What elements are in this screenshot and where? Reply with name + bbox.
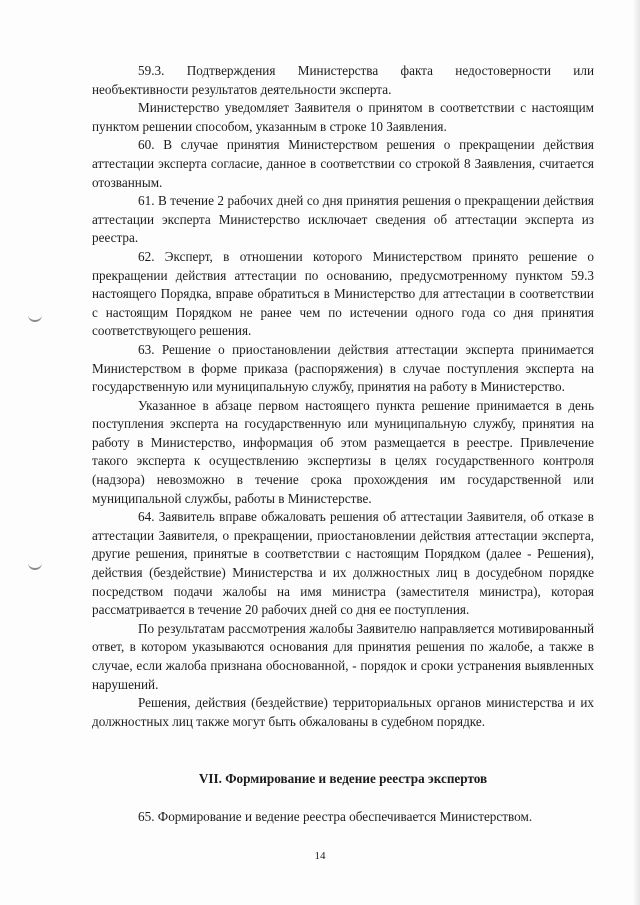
paragraph-65: 65. Формирование и ведение реестра обеспечивается Министерством. (138, 809, 533, 824)
section-heading: VII. Формирование и ведение реестра экспертов (198, 771, 488, 786)
punch-hole-mark (28, 312, 42, 322)
paragraph-59-3: 59.3. Подтверждения Министерства факта недостоверности или необъективности результатов деятельности эксперта. (92, 63, 594, 97)
paragraph-61: 61. В течение 2 рабочих дней со дня принятия решения о прекращении действия аттестации эксперта Министерство исключает сведения об аттестации эксперта из реестра. (92, 193, 594, 246)
punch-hole-mark (28, 560, 42, 570)
paragraph-63-details: Указанное в абзаце первом настоящего пункта решение принимается в день поступления эксперта на государственную или муниципальную службу, принятия на работу в Министерство, информация об этом размещается в реестре. Привлечение такого эксперта к осуществлению экспертизы в целях государственного контроля (надзора) невозможно в течение срока прохождения им государственной или муниципальной службы, работы в Министерстве. (92, 397, 594, 506)
paragraph-60: 60. В случае принятия Министерством решения о прекращении действия аттестации эксперта согласие, данное в соответствии со строкой 8 Заявления, считается отозванным. (92, 137, 594, 190)
body-text (92, 62, 594, 731)
page-edge-shadow (632, 0, 640, 905)
paragraph-court-appeal: Решения, действия (бездействие) территориальных органов министерства и их должностных лиц также могут быть обжалованы в судебном порядке. (92, 695, 594, 729)
paragraph-64: 64. Заявитель вправе обжаловать решения об аттестации Заявителя, об отказе в аттестации Заявителя, о прекращении, приостановлении действия аттестации эксперта, другие решения, принятые в соответствии с настоящим Порядком (далее - Решения), действия (бездействие) Министерства и их должностных лиц в досудебном порядке посредством подачи жалобы на имя министра (заместителя министра), которая рассматривается в течение 20 рабочих дней со дня ее поступления. (92, 509, 594, 618)
paragraph-62: 62. Эксперт, в отношении которого Министерством принято решение о прекращении действия аттестации по основанию, предусмотренному пунктом 59.3 настоящего Порядка, вправе обратиться в Министерство для аттестации в соответствии с настоящим Порядком не ранее чем по истечении одного года со дня принятия соответствующего решения. (92, 248, 594, 339)
page-number: 14 (314, 850, 326, 862)
paragraph-complaint-result: По результатам рассмотрения жалобы Заявителю направляется мотивированный ответ, в котором указываются основания для принятия решения по жалобе, а также в случае, если жалоба признана обоснованной, - порядок и сроки устранения выявленных нарушений. (92, 620, 594, 692)
paragraph-notification: Министерство уведомляет Заявителя о принятом в соответствии с настоящим пунктом решении способом, указанным в строке 10 Заявления. (92, 100, 594, 134)
paragraph-63: 63. Решение о приостановлении действия аттестации эксперта принимается Министерством в форме приказа (распоряжения) в случае поступления эксперта на государственную или муниципальную службу, принятия на работу в Министерство. (92, 341, 594, 395)
